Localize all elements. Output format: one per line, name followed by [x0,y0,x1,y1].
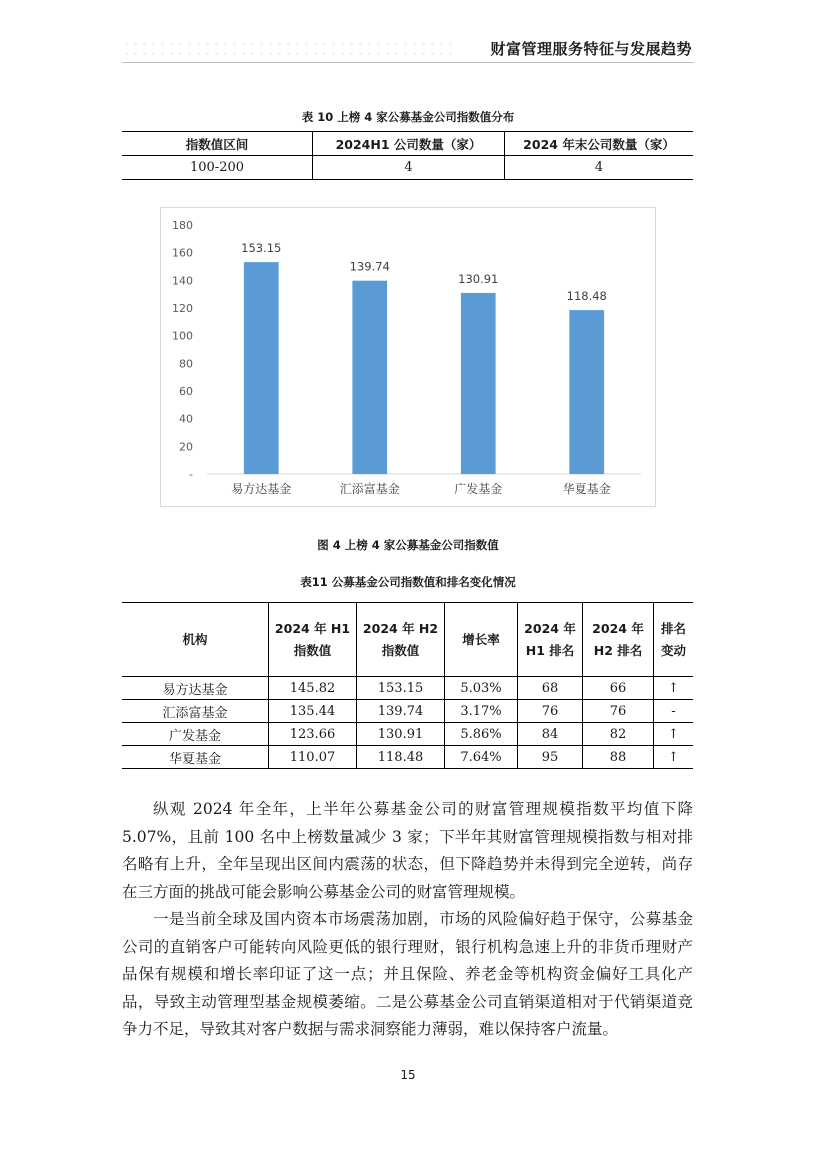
bar [461,293,496,474]
table-cell: 7.64% [445,746,518,769]
header-line: H2 排名 [593,642,643,658]
table11-header-h1-rank [518,603,583,677]
table-cell: 4 [313,156,505,180]
table-cell: 5.86% [445,723,518,746]
table-cell: 76 [583,700,654,723]
table-cell: ↑ [654,723,694,746]
table-cell: 68 [518,677,583,700]
y-tick-label: 160 [172,246,193,260]
data-label: 130.91 [458,271,499,286]
page-number: 15 [400,1068,416,1082]
table10-caption: 表 10 上榜 4 家公募基金公司指数值分布 [301,110,515,124]
header-line: 2024 年 [592,620,644,636]
bar [569,310,604,474]
y-tick-label: - [189,468,193,481]
header-line: 指数值 [381,642,420,658]
table10-header-cell: 2024H1 公司数量（家） [313,132,505,156]
table-cell: 118.48 [357,746,445,769]
y-tick-label: 60 [179,385,193,398]
table-cell: 88 [583,746,654,769]
y-tick-label: 40 [179,412,193,426]
table10 [122,131,693,180]
table-cell: 110.07 [269,746,357,769]
table11-header-growth [445,603,518,677]
table-row [122,723,693,746]
bar-chart [160,207,656,507]
table-cell: 76 [518,700,583,723]
table-cell: 130.91 [357,723,445,746]
table-cell: 4 [505,156,694,180]
running-header-title: 财富管理服务特征与发展趋势 [490,40,692,58]
header-line: 2024 年 H1 [274,620,351,636]
table-row [122,700,693,723]
table11-caption: 表11 公募基金公司指数值和排名变化情况 [300,575,516,589]
table-row [122,677,693,700]
table-cell: 145.82 [269,677,357,700]
table-cell: 汇添富基金 [122,700,269,723]
x-tick-label: 华夏基金 [562,482,611,496]
x-tick-label: 易方达基金 [231,482,292,496]
bar [352,281,387,474]
x-tick-label: 广发基金 [454,482,503,496]
table11-header-rank-change [654,603,694,677]
header-line: 2024 年 [524,620,576,636]
header-pattern [122,40,452,58]
table11 [122,602,693,769]
table-cell: 139.74 [357,700,445,723]
header-line: 指数值 [293,642,332,658]
figure4-caption: 图 4 上榜 4 家公募基金公司指数值 [317,538,499,552]
x-tick-label: 汇添富基金 [339,482,400,496]
table-cell: 66 [583,677,654,700]
data-label: 139.74 [349,259,390,274]
table11-header-row [122,603,693,677]
table11-header-h2-index [357,603,445,677]
table-cell: 135.44 [269,700,357,723]
y-tick-label: 140 [172,274,193,288]
header-line: 2024 年 H2 [362,620,439,636]
y-tick-label: 180 [172,219,193,232]
table-row [122,156,693,180]
table-cell: 易方达基金 [122,677,269,700]
body-text [122,796,693,1044]
table-cell: 3.17% [445,700,518,723]
paragraph: 一是当前全球及国内资本市场震荡加剧，市场的风险偏好趋于保守，公募基金公司的直销客户可能转向风险更低的银行理财，银行机构急速上升的非货币理财产品保有规模和增长率印证了这一点；并且保险、养老金等机构资金偏好工具化产品，导致主动管理型基金规模萎缩。二是公募基金公司直销渠道相对于代销渠道竞争力不足，导致其对客户数据与需求洞察能力薄弱，难以保持客户流量。 [122,910,693,1038]
table11-header-h2-rank [583,603,654,677]
y-tick-label: 80 [179,357,193,371]
table-cell: 广发基金 [122,723,269,746]
header-line: 变动 [660,642,686,658]
header-line: 增长率 [462,631,500,647]
bar [244,262,279,474]
y-tick-label: 100 [172,329,193,343]
header-line: H1 排名 [525,642,575,658]
y-tick-label: 20 [179,440,193,454]
table-row [122,746,693,769]
table-cell: 153.15 [357,677,445,700]
data-label: 153.15 [241,241,282,256]
table11-header-institution [122,603,269,677]
table-cell: ↑ [654,677,694,700]
table10-header-cell: 指数值区间 [185,136,249,152]
header-line: 机构 [182,631,208,647]
table-cell: 84 [518,723,583,746]
chart-canvas [161,208,655,506]
y-tick-label: 120 [172,302,193,315]
table10-header-row [122,132,693,156]
table-cell: 100-200 [189,160,245,175]
table-cell: 82 [583,723,654,746]
header-line: 排名 [660,620,686,636]
paragraph: 纵观 2024 年全年，上半年公募基金公司的财富管理规模指数平均值下降 5.07%，且前 100 名中上榜数量减少 3 家；下半年其财富管理规模指数与相对排名略有上升，全年呈现出区间内震荡的状态，但下降趋势并未得到完全逆转，尚存在三方面的挑战可能会影响公募基金公司的财富管理规模。 [122,800,693,901]
table-cell: 95 [518,746,583,769]
table-cell: 123.66 [269,723,357,746]
table-cell: - [654,700,694,723]
table-cell: 华夏基金 [122,746,269,769]
table-cell: 5.03% [445,677,518,700]
header-divider [122,62,694,63]
table-cell: ↑ [654,746,694,769]
table11-header-h1-index [269,603,357,677]
table10-header-cell: 2024 年末公司数量（家） [505,132,694,156]
data-label: 118.48 [566,289,607,304]
